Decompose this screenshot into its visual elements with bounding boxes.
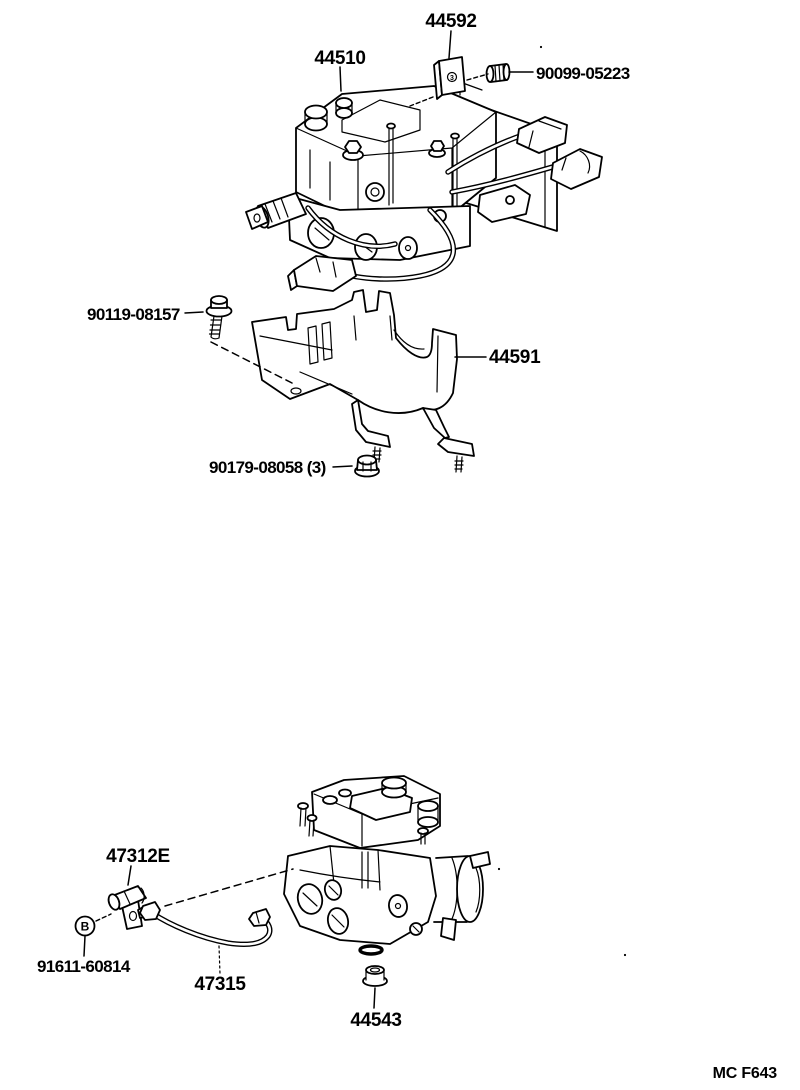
leader-47315 — [219, 946, 220, 974]
marker-b-circle — [76, 917, 95, 936]
marker-b-letter: B — [80, 919, 90, 934]
nut-90179-drawing — [355, 456, 379, 477]
actuator-lower-drawing — [284, 776, 490, 954]
mount-bolt-90119-drawing — [207, 296, 232, 339]
leader-47312e — [128, 866, 131, 885]
cap-44543-drawing — [363, 966, 387, 986]
part-label-90179-08058: 90179-08058 (3) — [209, 458, 326, 477]
dash-b-to-clamp — [96, 914, 111, 921]
connector-hanging — [288, 256, 356, 291]
plate-44592-drawing — [434, 57, 465, 99]
leader-91611 — [84, 936, 85, 956]
leader-44510 — [340, 67, 341, 91]
union-screw-90099-drawing — [487, 64, 510, 82]
plate-stamp-mark: 3 — [450, 74, 454, 82]
clamp-47312e-drawing — [107, 886, 146, 929]
leader-44543 — [374, 988, 375, 1008]
leader-44592 — [449, 31, 451, 58]
bracket-44591-drawing — [252, 290, 474, 472]
part-label-47312e: 47312E — [106, 846, 170, 867]
part-label-90099-05223: 90099-05223 — [536, 64, 630, 83]
connector-lower-right — [551, 149, 602, 189]
part-label-91611-60814: 91611-60814 — [37, 957, 130, 976]
bottom-port — [360, 946, 382, 954]
pump-motor-drum — [434, 852, 490, 940]
leader-90179 — [333, 466, 352, 467]
part-label-44543: 44543 — [350, 1010, 402, 1031]
actuator-44510-drawing — [246, 82, 602, 291]
dash-tube-to-unit — [165, 869, 293, 906]
dash-plate-to-screw — [467, 74, 488, 80]
part-label-90119-08157: 90119-08157 — [87, 305, 180, 324]
tube-47315-drawing — [138, 902, 270, 944]
part-label-44592: 44592 — [425, 11, 477, 32]
leader-90119 — [185, 312, 203, 313]
part-label-44591: 44591 — [489, 347, 541, 368]
part-label-44510: 44510 — [314, 48, 366, 69]
part-label-47315: 47315 — [194, 974, 246, 995]
page-code: MC F643 — [712, 1065, 777, 1082]
